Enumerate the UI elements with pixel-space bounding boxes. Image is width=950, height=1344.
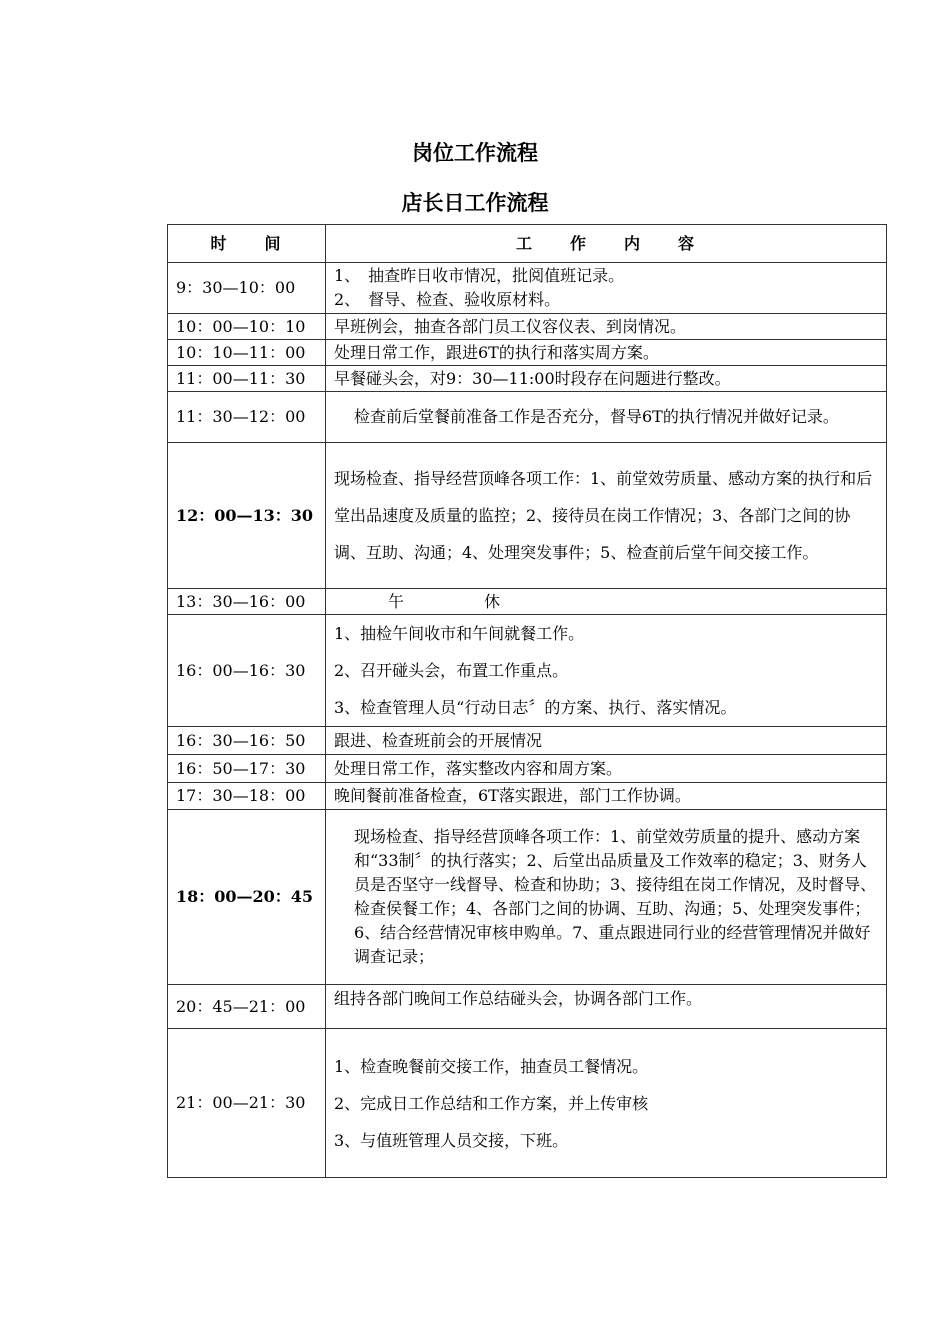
table-row [168,727,887,755]
time-cell: 18：00—20：45 [168,810,326,985]
table-row [168,810,887,985]
table-row [168,392,887,443]
content-line: 处理日常工作，落实整改内容和周方案。 [334,758,623,778]
table-row [168,985,887,1029]
table-row [168,589,887,615]
content-cell [326,340,887,366]
time-cell: 11：30—12：00 [168,392,326,443]
table-row [168,340,887,366]
content-cell [326,1029,887,1178]
table-row [168,783,887,810]
table-row [168,314,887,340]
time-cell: 20：45—21：00 [168,985,326,1029]
content-line: 晚间餐前准备检查，6T落实跟进，部门工作协调。 [334,786,691,805]
time-cell: 10：10—11：00 [168,340,326,366]
table-header-row [168,225,887,263]
content-cell [326,985,887,1029]
table-row [168,366,887,392]
content-line: 早班例会，抽查各部门员工仪容仪表、到岗情况。 [334,316,687,336]
time-cell: 9：30—10：00 [168,263,326,314]
time-cell: 11：00—11：30 [168,366,326,392]
table-row [168,443,887,589]
page-subtitle: 店长日工作流程 [401,191,549,215]
page-title: 岗位工作流程 [412,141,538,165]
content-line: 1、 抽查昨日收市情况，批阅值班记录。 [334,266,625,285]
time-cell: 21：00—21：30 [168,1029,326,1178]
table-row [168,755,887,783]
time-cell: 16：30—16：50 [168,727,326,755]
content-line: 3、检查管理人员“行动日志〞的方案、执行、落实情况。 [334,698,737,717]
content-line: 2、 督导、检查、验收原材料。 [334,290,561,309]
table-row [168,1029,887,1178]
time-cell: 10：00—10：10 [168,314,326,340]
content-line: 组持各部门晚间工作总结碰头会，协调各部门工作。 [334,989,703,1008]
content-cell: 现场检查、指导经营顶峰各项工作：1、前堂效劳质量、感动方案的执行和后堂出品速度及质量的监控；2、接待员在岗工作情况；3、各部门之间的协调、互助、沟通；4、处理突发事件；5、检查前后堂午间交接工作。 [326,443,887,589]
content-cell [326,727,887,755]
content-cell [326,314,887,340]
time-cell: 16：50—17：30 [168,755,326,783]
content-cell [326,615,887,727]
time-cell: 13：30—16：00 [168,589,326,615]
content-line: 2、召开碰头会，布置工作重点。 [334,661,569,680]
time-cell: 16：00—16：30 [168,615,326,727]
content-line: 3、与值班管理人员交接，下班。 [334,1130,569,1150]
table-row [168,263,887,314]
content-cell [326,366,887,392]
content-line: 早餐碰头会，对9：30—11:00时段存在问题进行整改。 [334,368,731,388]
content-cell: 检查前后堂餐前准备工作是否充分，督导6T的执行情况并做好记录。 [326,392,887,443]
content-cell [326,783,887,810]
content-line: 2、完成日工作总结和工作方案，并上传审核 [334,1093,649,1113]
content-line: 1、检查晚餐前交接工作，抽查员工餐情况。 [334,1056,649,1076]
content-cell [326,755,887,783]
header-time: 时 间 [168,225,326,263]
table-row [168,615,887,727]
content-line: 1、抽检午间收市和午间就餐工作。 [334,624,585,643]
header-content: 工 作 内 容 [326,225,887,263]
schedule-table [167,224,887,1178]
time-cell: 17：30—18：00 [168,783,326,810]
content-cell: 午 休 [326,589,887,615]
content-line: 跟进、检查班前会的开展情况 [334,730,543,750]
content-line: 处理日常工作，跟进6T的执行和落实周方案。 [334,342,659,362]
content-cell: 现场检查、指导经营顶峰各项工作：1、前堂效劳质量的提升、感动方案和“33制〞的执行落实；2、后堂出品质量及工作效率的稳定；3、财务人员是否坚守一线督导、检查和协助；3、接待组在岗工作情况，及时督导、检查侯餐工作；4、各部门之间的协调、互助、沟通；5、处理突发事件；6、结合经营情况审核申购单。7、重点跟进同行业的经营管理情况并做好调查记录； [326,810,887,985]
content-cell [326,263,887,314]
time-cell: 12：00—13：30 [168,443,326,589]
